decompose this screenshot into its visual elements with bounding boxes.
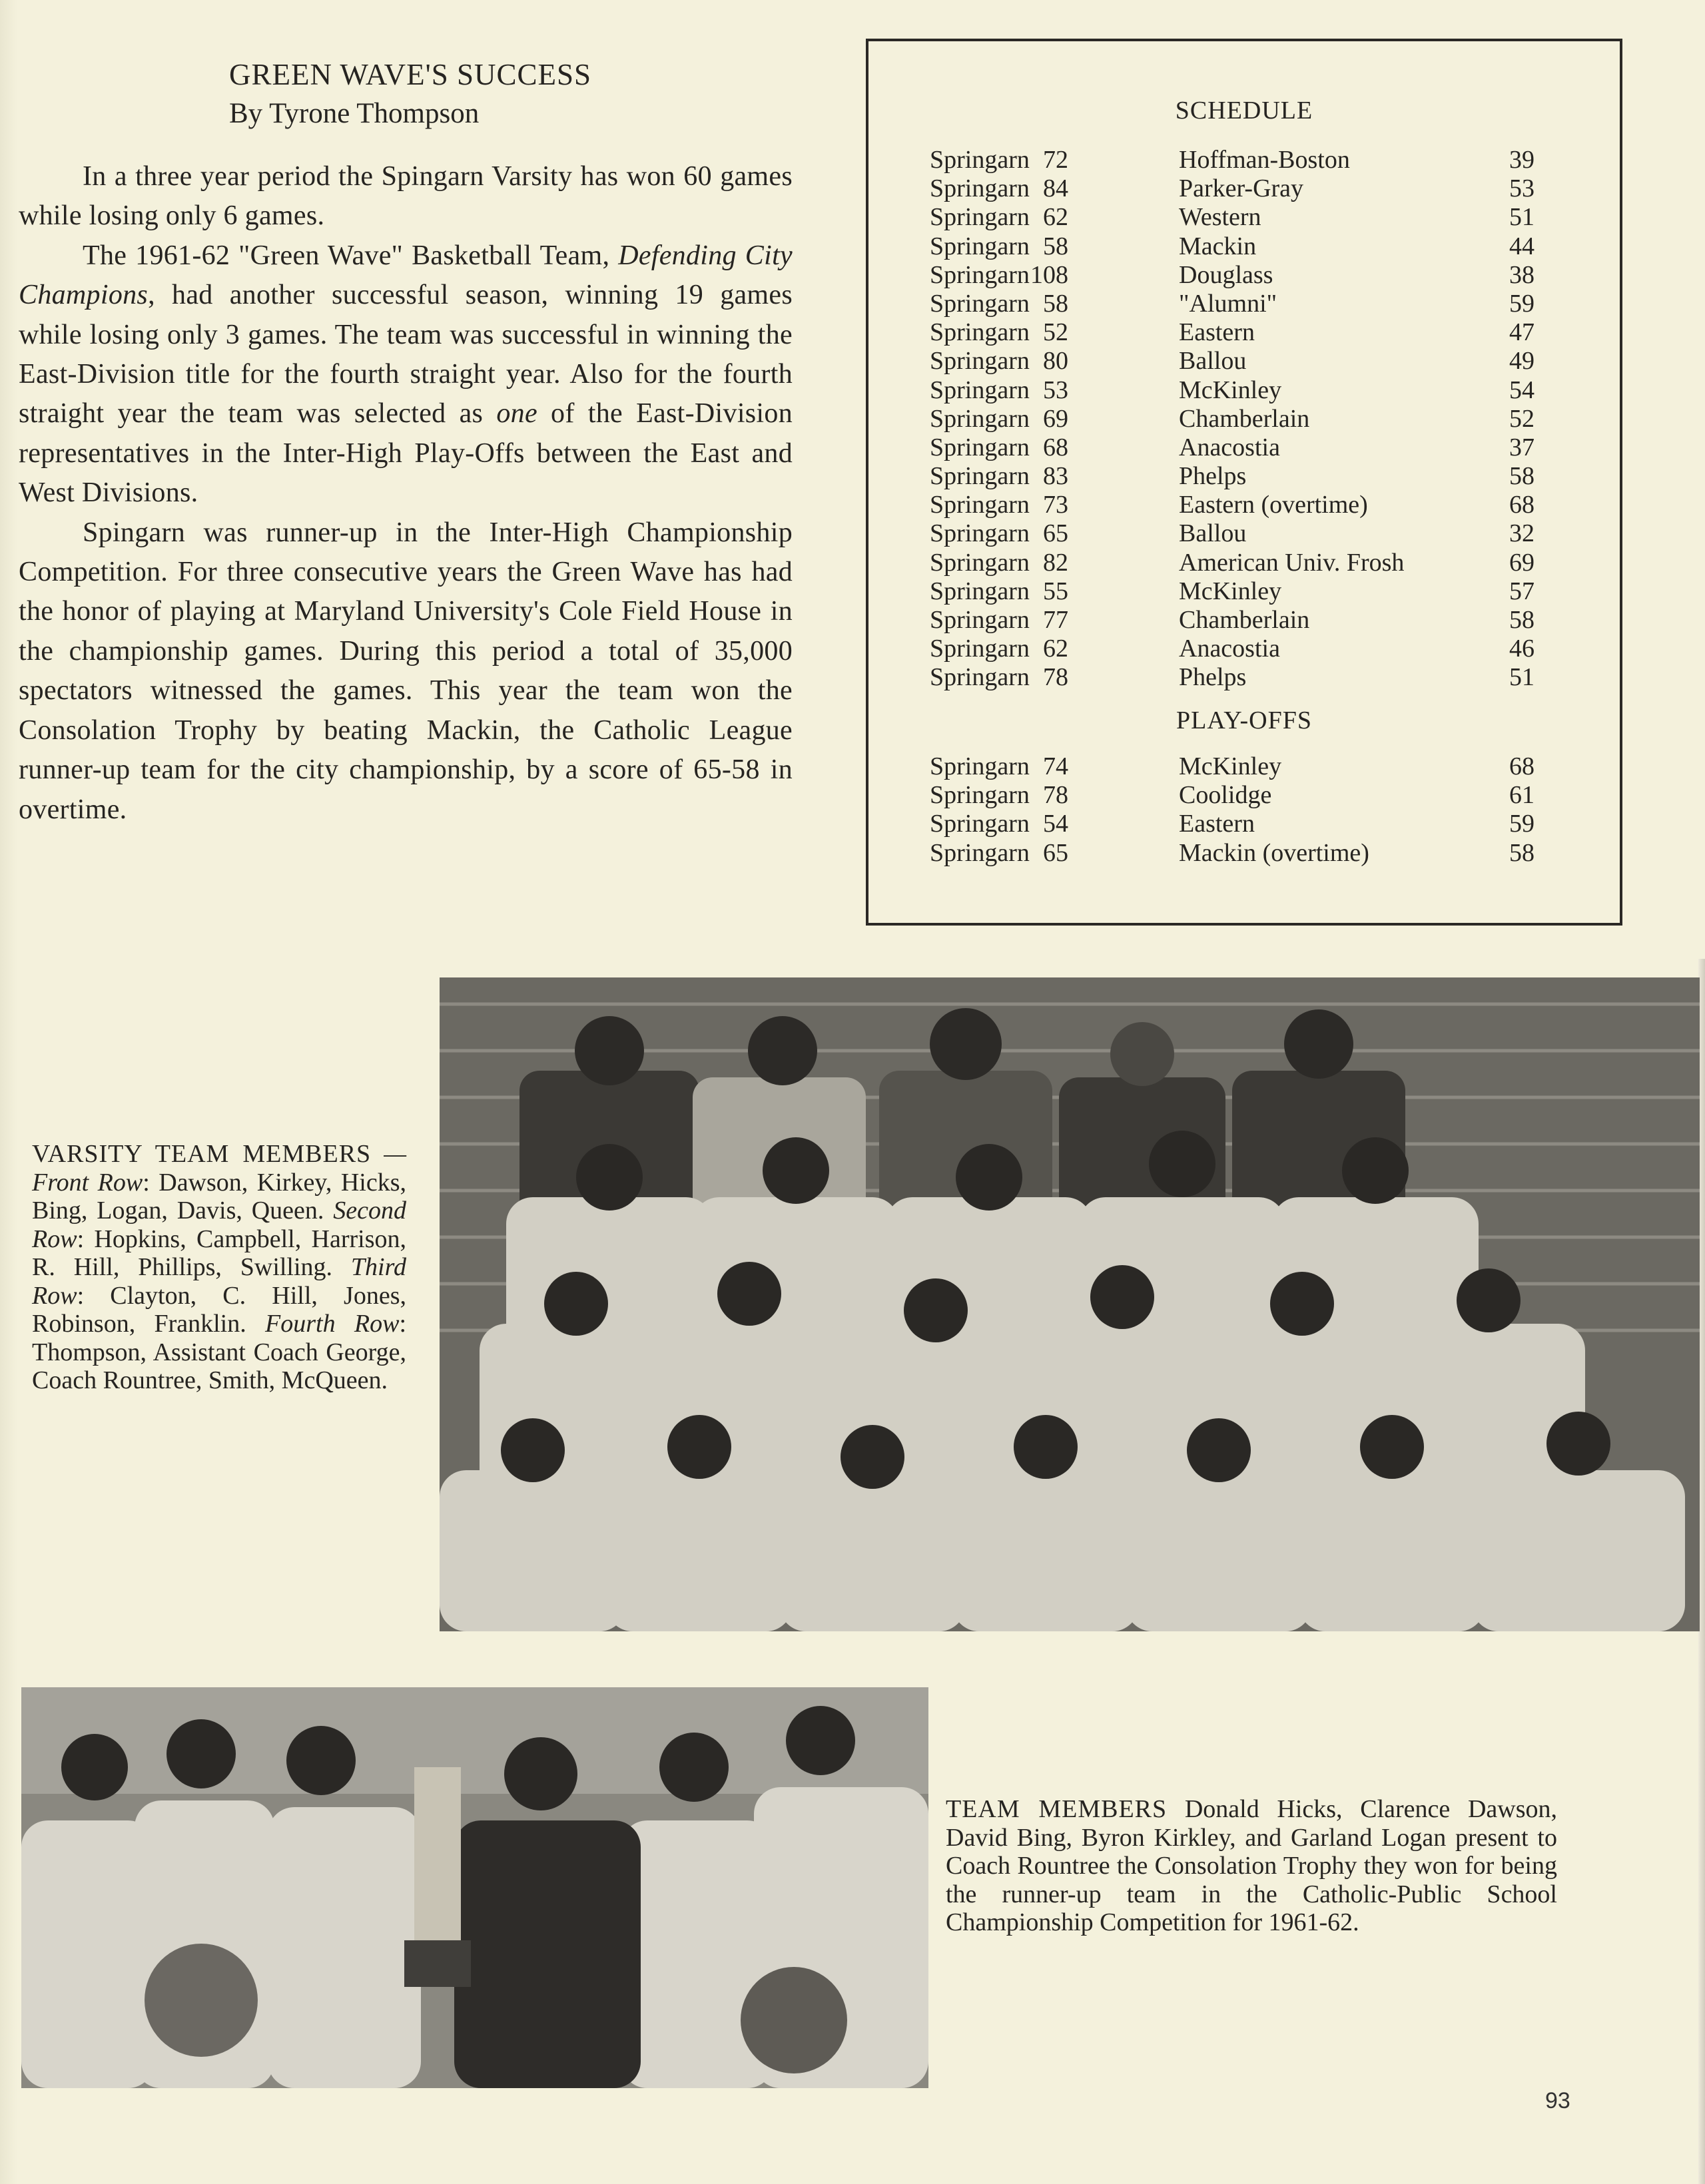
schedule-row — [868, 405, 1620, 433]
team-score: 52 — [1043, 318, 1068, 347]
opponent-name: Chamberlain — [1179, 606, 1310, 634]
team-score: 77 — [1043, 606, 1068, 634]
opponent-name: McKinley — [1179, 376, 1282, 404]
opponent-name: Hoffman-Boston — [1179, 146, 1350, 174]
team-name: Springarn — [930, 548, 1030, 577]
opponent-score: 46 — [1509, 635, 1534, 663]
opponent-score: 59 — [1509, 810, 1534, 838]
opponent-name: Mackin — [1179, 232, 1257, 260]
opponent-name: Anacostia — [1179, 433, 1280, 461]
page-edge-shadow — [0, 0, 17, 2184]
page-number: 93 — [1545, 2088, 1570, 2113]
opponent-score: 58 — [1509, 462, 1534, 491]
opponent-score: 38 — [1509, 260, 1534, 289]
team-score: 58 — [1043, 289, 1068, 318]
team-score: 62 — [1043, 203, 1068, 232]
schedule-row — [868, 433, 1620, 462]
team-score: 69 — [1043, 404, 1068, 433]
schedule-box — [866, 39, 1622, 926]
opponent-name: Ballou — [1179, 347, 1247, 376]
team-name: Springarn — [930, 146, 1030, 174]
opponent-score: 51 — [1509, 663, 1534, 692]
opponent-name: Chamberlain — [1179, 404, 1310, 433]
opponent-name: "Alumni" — [1179, 289, 1277, 318]
opponent-score: 61 — [1509, 781, 1534, 810]
team-score: 82 — [1043, 548, 1068, 577]
team-name: Springarn — [930, 174, 1030, 203]
team-score: 74 — [1043, 752, 1068, 780]
schedule-row — [868, 663, 1620, 692]
schedule-row — [868, 577, 1620, 606]
opponent-score: 54 — [1509, 376, 1534, 404]
opponent-name: Ballou — [1179, 519, 1247, 548]
schedule-row — [868, 261, 1620, 290]
playoff-row — [868, 752, 1620, 781]
team-name: Springarn — [930, 318, 1030, 347]
opponent-score: 53 — [1509, 174, 1534, 203]
team-score: 78 — [1043, 781, 1068, 810]
opponent-score: 47 — [1509, 318, 1534, 347]
opponent-score: 49 — [1509, 347, 1534, 376]
opponent-score: 39 — [1509, 146, 1534, 174]
opponent-score: 59 — [1509, 289, 1534, 318]
opponent-name: American Univ. Frosh — [1179, 548, 1405, 577]
article-title: GREEN WAVE'S SUCCESS — [229, 58, 592, 91]
team-score: 84 — [1043, 174, 1068, 203]
caption-lead: TEAM MEMBERS — [946, 1795, 1168, 1823]
team-score: 80 — [1043, 347, 1068, 376]
team-score: 78 — [1043, 663, 1068, 692]
varsity-team-photo — [440, 977, 1700, 1631]
schedule-row — [868, 203, 1620, 232]
team-score: 65 — [1043, 838, 1068, 867]
opponent-name: Western — [1179, 203, 1261, 232]
team-score: 65 — [1043, 519, 1068, 548]
team-name: Springarn — [930, 491, 1030, 519]
team-name: Springarn — [930, 577, 1030, 605]
opponent-name: Eastern — [1179, 318, 1255, 347]
emphasis-text: one — [496, 398, 537, 429]
opponent-score: 58 — [1509, 838, 1534, 867]
opponent-name: Coolidge — [1179, 781, 1272, 810]
team-name: Springarn — [930, 289, 1030, 318]
team-name: Springarn — [930, 376, 1030, 404]
opponent-score: 32 — [1509, 519, 1534, 548]
schedule-row — [868, 174, 1620, 203]
opponent-name: McKinley — [1179, 752, 1282, 780]
team-name: Springarn — [930, 635, 1030, 663]
team-score: 58 — [1043, 232, 1068, 260]
team-score: 83 — [1043, 462, 1068, 491]
team-name: Springarn — [930, 404, 1030, 433]
trophy-caption: TEAM MEMBERS Donald Hicks, Clarence Dawson, David Bing, Byron Kirkley, and Garland Logan present to Coach Rountree the Consolation Trophy they won for being the runner-up team in the Catholic-Public School Championship Competition for 1961-62. — [946, 1795, 1557, 1936]
opponent-name: Mackin (overtime) — [1179, 838, 1369, 867]
team-score: 55 — [1043, 577, 1068, 605]
article-byline: By Tyrone Thompson — [229, 98, 480, 129]
schedule-row — [868, 462, 1620, 491]
team-name: Springarn — [930, 606, 1030, 634]
opponent-name: McKinley — [1179, 577, 1282, 605]
schedule-row — [868, 519, 1620, 548]
article-paragraph: In a three year period the Spingarn Varsity has won 60 games while losing only 6 games. — [19, 161, 793, 232]
team-name: Springarn — [930, 260, 1030, 289]
article-paragraph: Spingarn was runner-up in the Inter-High Championship Competition. For three consecutive years the Green Wave has had the honor of playing at Maryland University's Cole Field House in the championship games. During this period a total of 35,000 spectators witnessed the games. This year the team won the Consolation Trophy by beating Mackin, the Catholic League runner-up team for the city championship, by a score of 65-58 in overtime. — [19, 517, 793, 825]
team-name: Springarn — [930, 663, 1030, 692]
schedule-row — [868, 146, 1620, 174]
team-name: Springarn — [930, 203, 1030, 232]
opponent-score: 44 — [1509, 232, 1534, 260]
opponent-name: Douglass — [1179, 260, 1273, 289]
emphasis-text: Defending City Champions — [19, 240, 793, 311]
opponent-score: 68 — [1509, 491, 1534, 519]
schedule-row — [868, 606, 1620, 635]
opponent-name: Phelps — [1179, 462, 1247, 491]
team-score: 73 — [1043, 491, 1068, 519]
schedule-row — [868, 491, 1620, 519]
article-body — [19, 157, 793, 830]
article-paragraph: The 1961-62 "Green Wave" Basketball Team, Defending City Champions, had another successful season, winning 19 games while losing only 3 games. The team was successful in winning the East-Division title for the fourth straight year. Also for the fourth straight year the team was selected as one of the East-Division representatives in the Inter-High Play-Offs between the East and West Divisions. — [19, 240, 793, 509]
team-name: Springarn — [930, 781, 1030, 810]
team-score: 108 — [1030, 260, 1068, 289]
schedule-row — [868, 549, 1620, 577]
schedule-row — [868, 347, 1620, 376]
schedule-list — [868, 146, 1620, 692]
opponent-name: Anacostia — [1179, 635, 1280, 663]
team-name: Springarn — [930, 433, 1030, 461]
team-score: 68 — [1043, 433, 1068, 461]
schedule-row — [868, 376, 1620, 405]
schedule-row — [868, 232, 1620, 261]
team-name: Springarn — [930, 752, 1030, 780]
caption-lead: VARSITY TEAM MEMBERS — [32, 1140, 372, 1168]
team-score: 53 — [1043, 376, 1068, 404]
opponent-score: 57 — [1509, 577, 1534, 605]
playoff-row — [868, 810, 1620, 838]
schedule-row — [868, 290, 1620, 318]
opponent-score: 69 — [1509, 548, 1534, 577]
opponent-score: 51 — [1509, 203, 1534, 232]
playoff-row — [868, 781, 1620, 810]
opponent-score: 68 — [1509, 752, 1534, 780]
team-name: Springarn — [930, 838, 1030, 867]
trophy-presentation-photo — [21, 1687, 928, 2088]
schedule-row — [868, 635, 1620, 663]
schedule-row — [868, 318, 1620, 347]
opponent-name: Parker-Gray — [1179, 174, 1304, 203]
opponent-score: 58 — [1509, 606, 1534, 634]
opponent-score: 52 — [1509, 404, 1534, 433]
schedule-heading: SCHEDULE — [1175, 97, 1313, 125]
team-name: Springarn — [930, 810, 1030, 838]
team-score: 54 — [1043, 810, 1068, 838]
team-name: Springarn — [930, 519, 1030, 548]
playoff-row — [868, 839, 1620, 868]
team-score: 62 — [1043, 635, 1068, 663]
playoffs-heading: PLAY-OFFS — [1176, 706, 1313, 734]
team-name: Springarn — [930, 347, 1030, 376]
varsity-caption: VARSITY TEAM MEMBERS —Front Row: Dawson, Kirkey, Hicks, Bing, Logan, Davis, Queen. Second Row: Hopkins, Campbell, Harrison, R. Hill, Phillips, Swilling. Third Row: Clayton, C. Hill, Jones, Robinson, Franklin. Fourth Row: Thompson, Assistant Coach George, Coach Rountree, Smith, McQueen. — [32, 1140, 406, 1394]
opponent-name: Phelps — [1179, 663, 1247, 692]
team-score: 72 — [1043, 146, 1068, 174]
opponent-score: 37 — [1509, 433, 1534, 461]
playoffs-list — [868, 752, 1620, 868]
team-name: Springarn — [930, 232, 1030, 260]
opponent-name: Eastern — [1179, 810, 1255, 838]
team-name: Springarn — [930, 462, 1030, 491]
opponent-name: Eastern (overtime) — [1179, 491, 1368, 519]
